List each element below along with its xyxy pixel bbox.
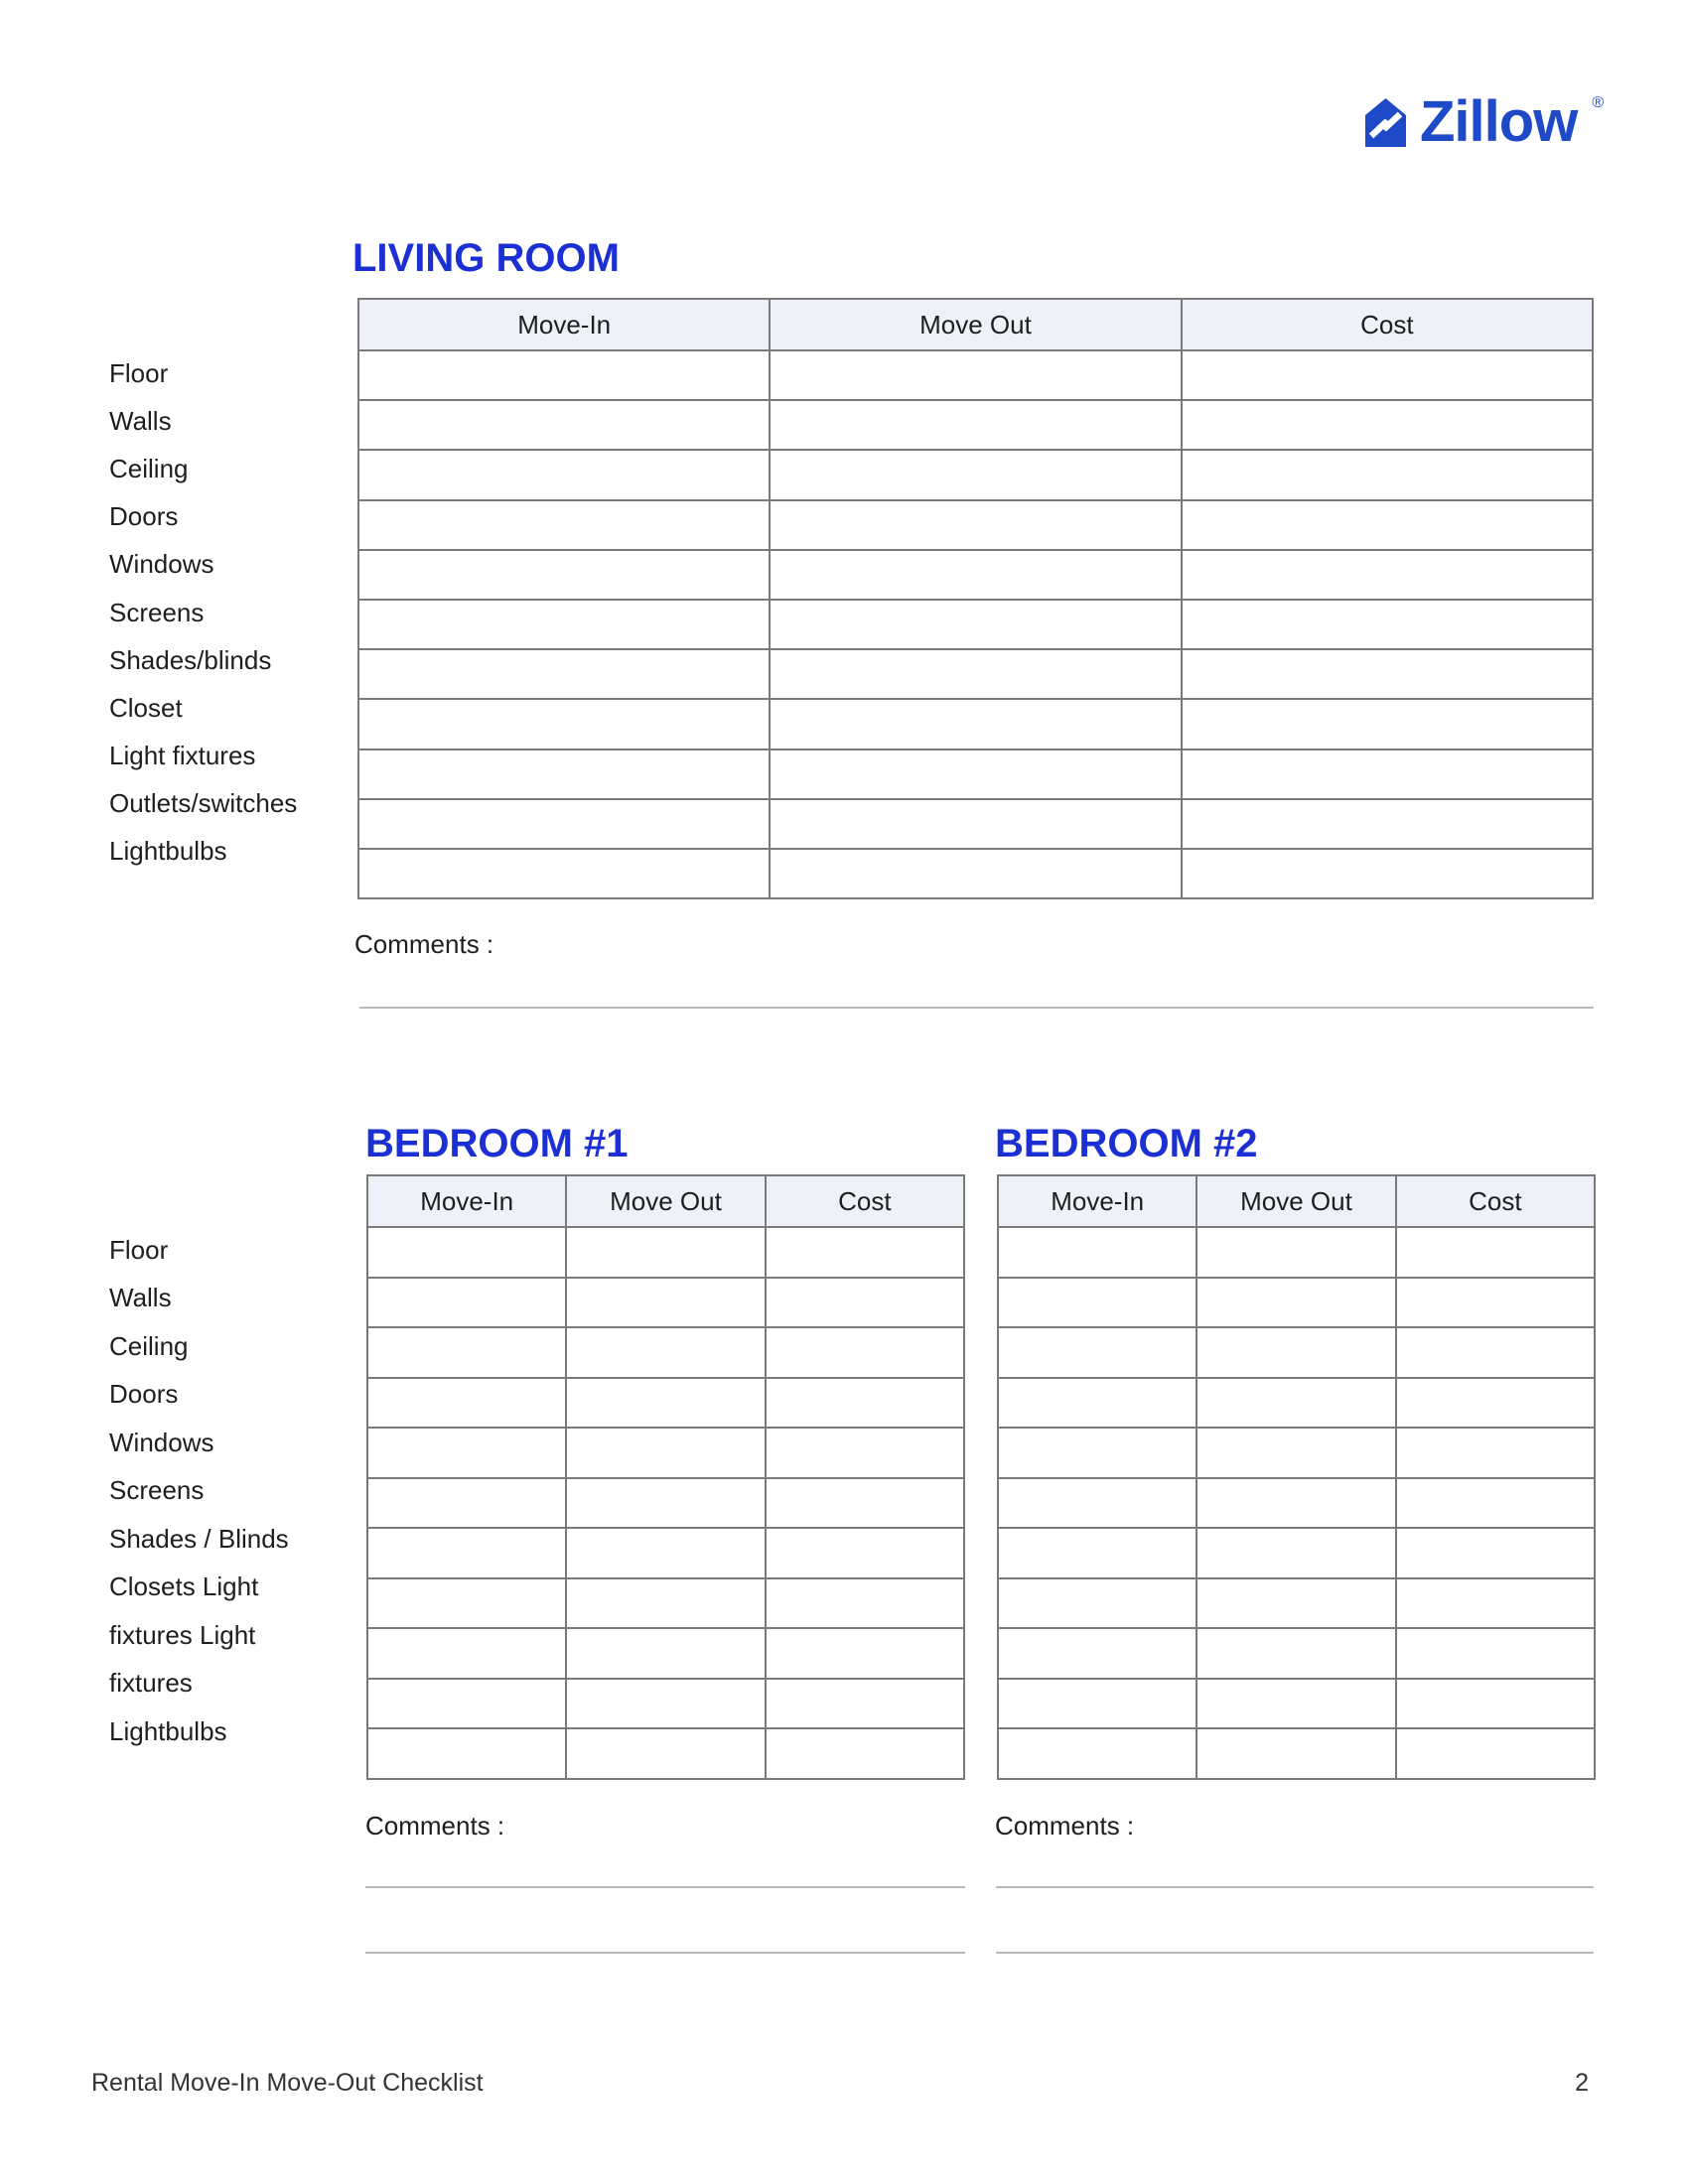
empty-cell (1196, 1327, 1395, 1378)
empty-cell (367, 1227, 566, 1278)
column-header-cost: Cost (1182, 299, 1593, 350)
empty-cell (566, 1227, 765, 1278)
empty-cell (766, 1728, 964, 1779)
table-row (998, 1578, 1595, 1629)
empty-cell (367, 1679, 566, 1729)
empty-cell (766, 1327, 964, 1378)
living-room-row-labels (109, 349, 297, 876)
section-title-bedroom-1: BEDROOM #1 (365, 1122, 629, 1165)
table-row (358, 649, 1593, 699)
row-label: Windows (109, 549, 214, 580)
row-label: Shades/blinds (109, 644, 272, 675)
empty-cell (998, 1478, 1196, 1529)
empty-cell (1182, 400, 1593, 450)
empty-cell (1396, 1378, 1595, 1429)
empty-cell (367, 1728, 566, 1779)
empty-cell (998, 1378, 1196, 1429)
empty-cell (367, 1428, 566, 1478)
bedroom-2-comments-line (996, 1952, 1594, 1954)
empty-cell (1196, 1728, 1395, 1779)
empty-cell (1196, 1578, 1395, 1629)
empty-cell (1196, 1428, 1395, 1478)
empty-cell (358, 550, 770, 600)
bedroom-1-comments-line (365, 1886, 965, 1888)
row-label: fixtures Light (109, 1619, 256, 1650)
table-row (367, 1679, 964, 1729)
empty-cell (770, 350, 1181, 400)
empty-cell (998, 1278, 1196, 1328)
empty-cell (1396, 1428, 1595, 1478)
empty-cell (1182, 699, 1593, 749)
empty-cell (1182, 799, 1593, 849)
row-label: Lightbulbs (109, 836, 227, 867)
table-row (358, 500, 1593, 550)
empty-cell (1182, 350, 1593, 400)
zillow-logo (1365, 89, 1605, 154)
empty-cell (1182, 550, 1593, 600)
empty-cell (566, 1679, 765, 1729)
empty-cell (1196, 1478, 1395, 1529)
empty-cell (358, 600, 770, 649)
empty-cell (1182, 849, 1593, 898)
table-row (358, 600, 1593, 649)
empty-cell (770, 600, 1181, 649)
empty-cell (770, 750, 1181, 799)
empty-cell (1196, 1679, 1395, 1729)
table-row (367, 1327, 964, 1378)
empty-cell (566, 1578, 765, 1629)
zillow-wordmark: Zillow (1420, 89, 1578, 154)
table-row (998, 1227, 1595, 1278)
empty-cell (770, 500, 1181, 550)
empty-cell (358, 799, 770, 849)
footer-document-title: Rental Move-In Move-Out Checklist (91, 2069, 484, 2097)
empty-cell (998, 1327, 1196, 1378)
table-row (998, 1378, 1595, 1429)
empty-cell (1396, 1528, 1595, 1578)
living-room-table (357, 298, 1594, 899)
empty-cell (998, 1428, 1196, 1478)
zillow-house-icon (1365, 98, 1406, 147)
bedroom-1-comments-label: Comments : (365, 1811, 505, 1841)
table-row (998, 1528, 1595, 1578)
living-room-comments-line (359, 1007, 1594, 1009)
bedroom-2-comments-line (996, 1886, 1594, 1888)
empty-cell (770, 699, 1181, 749)
empty-cell (367, 1378, 566, 1429)
empty-cell (766, 1679, 964, 1729)
empty-cell (566, 1327, 765, 1378)
table-row (358, 849, 1593, 898)
row-label: Closet (109, 692, 183, 723)
empty-cell (770, 849, 1181, 898)
empty-cell (1196, 1628, 1395, 1679)
empty-cell (998, 1628, 1196, 1679)
table-row (998, 1327, 1595, 1378)
column-header-cost: Cost (1396, 1175, 1595, 1227)
empty-cell (1196, 1378, 1395, 1429)
table-row (998, 1428, 1595, 1478)
empty-cell (358, 400, 770, 450)
empty-cell (566, 1278, 765, 1328)
row-label: Ceiling (109, 453, 189, 483)
table-header-row (367, 1175, 964, 1227)
empty-cell (998, 1679, 1196, 1729)
living-room-comments-label: Comments : (354, 929, 494, 959)
empty-cell (1196, 1227, 1395, 1278)
empty-cell (1396, 1628, 1595, 1679)
table-row (367, 1278, 964, 1328)
empty-cell (1182, 500, 1593, 550)
empty-cell (770, 400, 1181, 450)
empty-cell (367, 1478, 566, 1529)
row-label: Shades / Blinds (109, 1523, 289, 1554)
table-row (367, 1428, 964, 1478)
table-row (358, 350, 1593, 400)
row-label: Closets Light (109, 1571, 259, 1602)
table-row (358, 450, 1593, 499)
footer-page-number: 2 (1575, 2069, 1589, 2097)
empty-cell (998, 1227, 1196, 1278)
empty-cell (766, 1428, 964, 1478)
row-label: Light fixtures (109, 741, 256, 771)
empty-cell (1396, 1728, 1595, 1779)
empty-cell (770, 450, 1181, 499)
table-row (998, 1278, 1595, 1328)
empty-cell (770, 649, 1181, 699)
empty-cell (1182, 649, 1593, 699)
table-row (998, 1728, 1595, 1779)
empty-cell (1182, 600, 1593, 649)
row-label: Windows (109, 1427, 214, 1457)
table-header-row (998, 1175, 1595, 1227)
empty-cell (766, 1478, 964, 1529)
table-row (367, 1628, 964, 1679)
empty-cell (367, 1578, 566, 1629)
empty-cell (1396, 1578, 1595, 1629)
row-label: Screens (109, 597, 205, 627)
row-label: Screens (109, 1475, 205, 1506)
empty-cell (358, 350, 770, 400)
column-header-move-in: Move-In (998, 1175, 1196, 1227)
row-label: Floor (109, 357, 169, 388)
table-row (367, 1378, 964, 1429)
empty-cell (998, 1728, 1196, 1779)
section-title-living-room: LIVING ROOM (352, 236, 620, 280)
empty-cell (1396, 1679, 1595, 1729)
empty-cell (766, 1378, 964, 1429)
empty-cell (766, 1278, 964, 1328)
empty-cell (1196, 1528, 1395, 1578)
empty-cell (358, 750, 770, 799)
table-row (367, 1528, 964, 1578)
empty-cell (566, 1528, 765, 1578)
table-row (367, 1478, 964, 1529)
empty-cell (367, 1278, 566, 1328)
row-label: Floor (109, 1234, 169, 1265)
empty-cell (358, 450, 770, 499)
row-label: Lightbulbs (109, 1715, 227, 1746)
table-row (367, 1578, 964, 1629)
empty-cell (770, 799, 1181, 849)
empty-cell (766, 1227, 964, 1278)
section-title-bedroom-2: BEDROOM #2 (995, 1122, 1258, 1165)
table-row (367, 1728, 964, 1779)
column-header-move-out: Move Out (770, 299, 1181, 350)
empty-cell (566, 1478, 765, 1529)
column-header-move-out: Move Out (1196, 1175, 1395, 1227)
empty-cell (358, 649, 770, 699)
bedroom-1-table (366, 1174, 965, 1780)
empty-cell (1396, 1227, 1595, 1278)
empty-cell (1396, 1478, 1595, 1529)
empty-cell (766, 1628, 964, 1679)
bedroom-row-labels (109, 1226, 289, 1756)
bedroom-1-comments-line (365, 1952, 965, 1954)
empty-cell (367, 1528, 566, 1578)
table-header-row (358, 299, 1593, 350)
empty-cell (998, 1528, 1196, 1578)
row-label: Outlets/switches (109, 788, 298, 819)
registered-trademark-icon: ® (1592, 94, 1605, 111)
column-header-move-in: Move-In (358, 299, 770, 350)
empty-cell (566, 1378, 765, 1429)
table-row (998, 1679, 1595, 1729)
row-label: Walls (109, 1283, 172, 1313)
empty-cell (566, 1428, 765, 1478)
table-row (358, 699, 1593, 749)
row-label: Walls (109, 405, 172, 436)
empty-cell (566, 1628, 765, 1679)
empty-cell (998, 1578, 1196, 1629)
table-row (358, 799, 1593, 849)
empty-cell (1396, 1327, 1595, 1378)
row-label: Ceiling (109, 1330, 189, 1361)
row-label: Doors (109, 1379, 179, 1410)
empty-cell (367, 1327, 566, 1378)
table-row (998, 1478, 1595, 1529)
empty-cell (358, 500, 770, 550)
empty-cell (1182, 450, 1593, 499)
empty-cell (367, 1628, 566, 1679)
empty-cell (358, 849, 770, 898)
row-label: Doors (109, 501, 179, 532)
column-header-cost: Cost (766, 1175, 964, 1227)
table-row (358, 400, 1593, 450)
bedroom-2-table (997, 1174, 1596, 1780)
empty-cell (766, 1578, 964, 1629)
empty-cell (1182, 750, 1593, 799)
table-row (358, 550, 1593, 600)
empty-cell (1396, 1278, 1595, 1328)
empty-cell (358, 699, 770, 749)
table-row (358, 750, 1593, 799)
table-row (998, 1628, 1595, 1679)
row-label: fixtures (109, 1668, 193, 1699)
empty-cell (766, 1528, 964, 1578)
empty-cell (1196, 1278, 1395, 1328)
table-row (367, 1227, 964, 1278)
column-header-move-out: Move Out (566, 1175, 765, 1227)
empty-cell (770, 550, 1181, 600)
column-header-move-in: Move-In (367, 1175, 566, 1227)
bedroom-2-comments-label: Comments : (995, 1811, 1135, 1841)
empty-cell (566, 1728, 765, 1779)
